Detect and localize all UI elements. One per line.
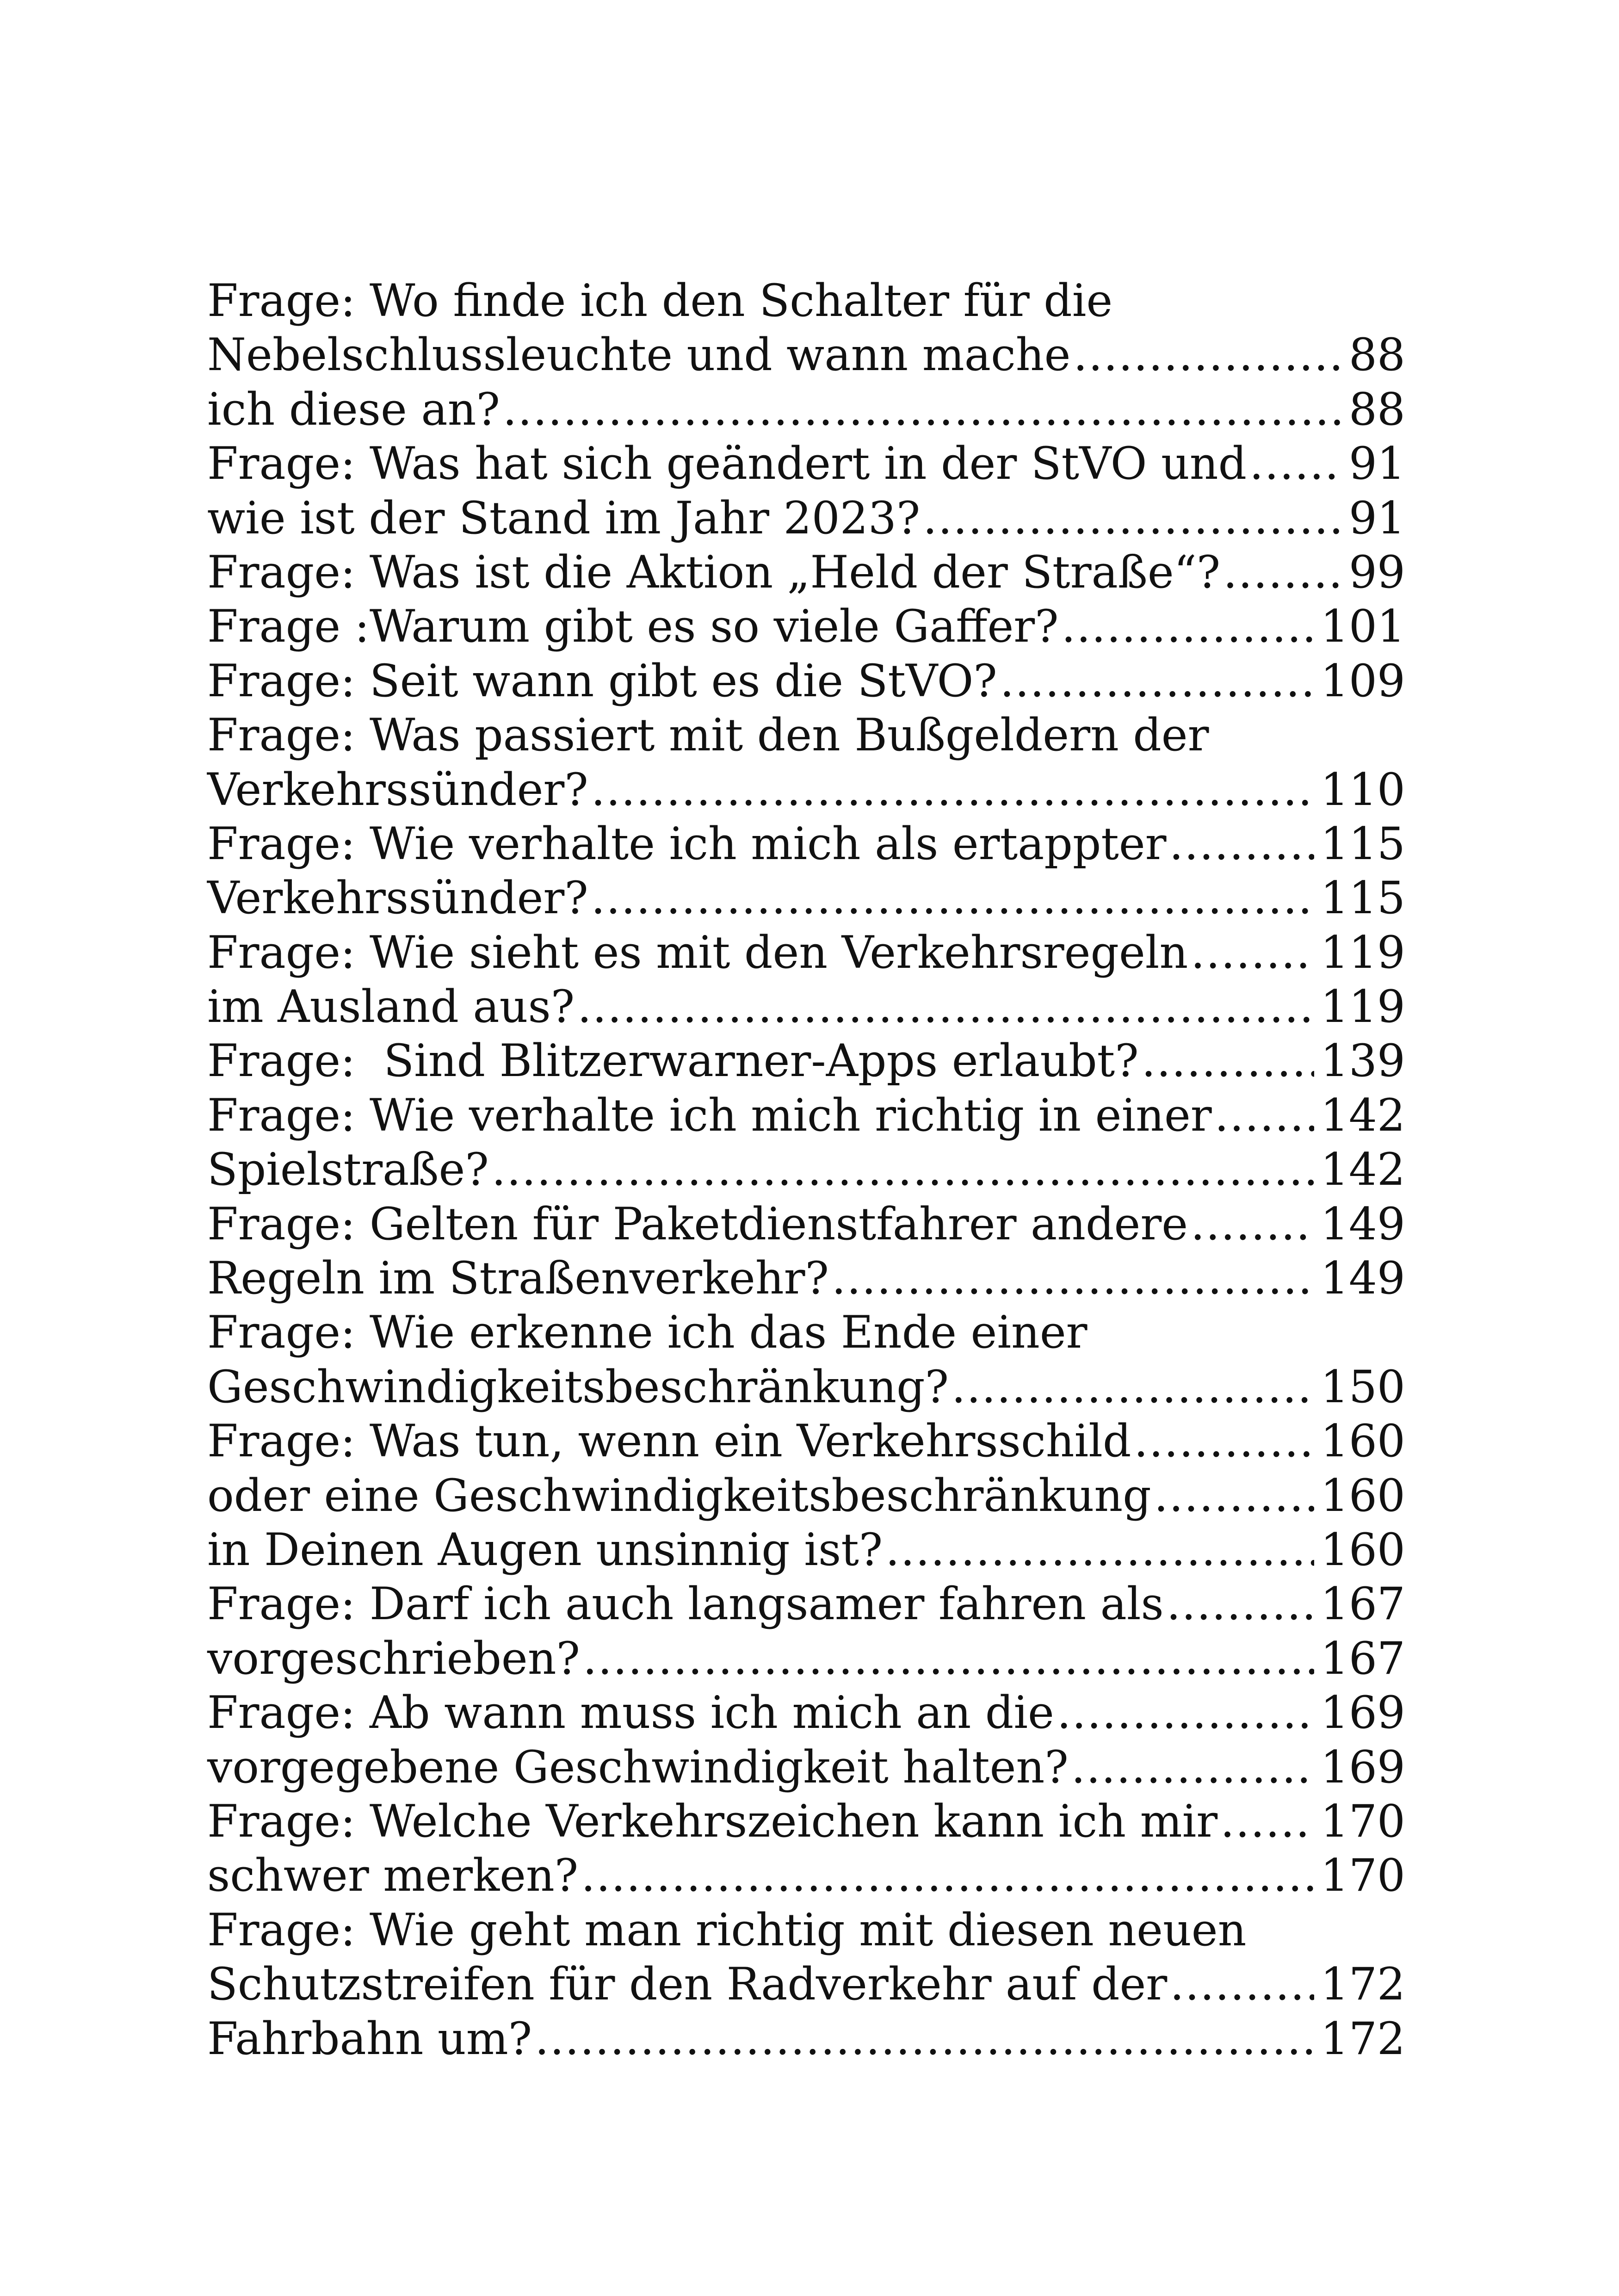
toc-entry[interactable]: [207, 1360, 1405, 1414]
dot-leader: [1191, 1197, 1314, 1251]
toc-entry[interactable]: [207, 1414, 1405, 1468]
toc-entry[interactable]: [207, 1523, 1405, 1577]
toc-entry[interactable]: [207, 1469, 1405, 1523]
toc-entry[interactable]: [207, 491, 1405, 545]
toc-entry-text: Nebelschlussleuchte und wann mache: [207, 329, 1071, 381]
toc-entry-text: Regeln im Straßenverkehr?: [207, 1252, 829, 1305]
toc-entry[interactable]: [207, 1306, 1405, 1360]
toc-entry[interactable]: [207, 1957, 1405, 2011]
dot-leader: [492, 1143, 1314, 1197]
toc-entry[interactable]: [207, 1251, 1405, 1306]
toc-entry[interactable]: [207, 1740, 1405, 1795]
toc-page-number: 160: [1320, 1523, 1405, 1576]
toc-page-number: 167: [1320, 1632, 1405, 1684]
toc-entry-text: Frage: Wie geht man richtig mit diesen neuen: [207, 1904, 1247, 1956]
toc-page-number: 119: [1320, 981, 1405, 1033]
dot-leader: [577, 980, 1314, 1034]
toc-entry[interactable]: [207, 926, 1405, 980]
toc-entry-text: Frage: Welche Verkehrszeichen kann ich mir: [207, 1795, 1218, 1847]
toc-entry[interactable]: [207, 274, 1405, 328]
toc-entry[interactable]: [207, 328, 1405, 382]
toc-page-number: 91: [1348, 492, 1405, 544]
toc-entry[interactable]: [207, 383, 1405, 437]
toc-entry-text: Schutzstreifen für den Radverkehr auf der: [207, 1958, 1168, 2011]
toc-page-number: 88: [1348, 329, 1405, 381]
toc-entry[interactable]: [207, 1197, 1405, 1251]
toc-page-number: 149: [1320, 1198, 1405, 1250]
dot-leader: [581, 1849, 1314, 1903]
toc-entry[interactable]: [207, 817, 1405, 871]
dot-leader: [1154, 1469, 1314, 1523]
toc-page-number: 115: [1320, 817, 1405, 870]
toc-entry[interactable]: [207, 1034, 1405, 1088]
toc-entry-text: Frage: Wo finde ich den Schalter für die: [207, 275, 1113, 327]
toc-entry-text: in Deinen Augen unsinnig ist?: [207, 1523, 883, 1576]
toc-page-number: 139: [1320, 1035, 1405, 1087]
toc-page-number: 101: [1320, 600, 1405, 653]
dot-leader: [1062, 600, 1314, 654]
toc-entry-text: Frage: Sind Blitzerwarner-Apps erlaubt?: [207, 1035, 1139, 1087]
dot-leader: [1073, 328, 1342, 382]
toc-page-number: 169: [1320, 1687, 1405, 1739]
toc-entry-text: vorgeschrieben?: [207, 1632, 581, 1684]
toc-entry-text: vorgegebene Geschwindigkeit halten?: [207, 1741, 1069, 1793]
toc-entry-text: Frage: Wie verhalte ich mich richtig in einer: [207, 1089, 1212, 1141]
toc-entry-text: Frage :Warum gibt es so viele Gaffer?: [207, 600, 1059, 653]
toc-entry-text: Frage: Was hat sich geändert in der StVO und: [207, 438, 1247, 490]
toc-page-number: 142: [1320, 1089, 1405, 1141]
toc-entry[interactable]: [207, 1849, 1405, 1903]
toc-entry[interactable]: [207, 980, 1405, 1034]
toc-entry-text: Frage: Was passiert mit den Bußgeldern der: [207, 709, 1209, 761]
dot-leader: [1071, 1740, 1314, 1795]
toc-page-number: 88: [1348, 383, 1405, 435]
dot-leader: [832, 1251, 1314, 1306]
toc-page-number: 150: [1320, 1361, 1405, 1413]
dot-leader: [1142, 1034, 1314, 1088]
toc-entry-text: Spielstraße?: [207, 1144, 489, 1196]
toc-page-number: 110: [1320, 763, 1405, 816]
dot-leader: [1134, 1414, 1314, 1468]
toc-entry-text: Frage: Wie erkenne ich das Ende einer: [207, 1306, 1088, 1359]
toc-entry[interactable]: [207, 1089, 1405, 1143]
toc-entry-text: Frage: Wie verhalte ich mich als ertappter: [207, 817, 1167, 870]
dot-leader: [583, 1632, 1314, 1686]
dot-leader: [1249, 437, 1342, 491]
toc-entry-text: Frage: Was ist die Aktion „Held der Straße“?: [207, 546, 1221, 598]
table-of-contents: [207, 274, 1405, 2066]
dot-leader: [1170, 1957, 1314, 2011]
dot-leader: [1000, 654, 1314, 708]
toc-entry-text: Frage: Was tun, wenn ein Verkehrsschild: [207, 1415, 1131, 1467]
toc-entry-text: Frage: Seit wann gibt es die StVO?: [207, 655, 997, 707]
toc-entry-text: Verkehrssünder?: [207, 872, 588, 924]
toc-entry[interactable]: [207, 1686, 1405, 1740]
toc-entry-text: Verkehrssünder?: [207, 763, 588, 816]
toc-entry[interactable]: [207, 600, 1405, 654]
dot-leader: [1191, 926, 1314, 980]
dot-leader: [1223, 545, 1342, 600]
toc-entry-text: schwer merken?: [207, 1850, 579, 1902]
toc-entry[interactable]: [207, 871, 1405, 925]
toc-page-number: 119: [1320, 926, 1405, 978]
toc-entry-text: Frage: Wie sieht es mit den Verkehrsregeln: [207, 926, 1188, 978]
toc-page-number: 115: [1320, 872, 1405, 924]
toc-entry[interactable]: [207, 654, 1405, 708]
dot-leader: [1220, 1795, 1314, 1849]
toc-page-number: 170: [1320, 1850, 1405, 1902]
toc-entry-text: im Ausland aus?: [207, 981, 575, 1033]
toc-entry-text: wie ist der Stand im Jahr 2023?: [207, 492, 921, 544]
toc-entry[interactable]: [207, 545, 1405, 600]
toc-entry[interactable]: [207, 1577, 1405, 1631]
toc-page-number: 172: [1320, 2012, 1405, 2065]
toc-page-number: 167: [1320, 1578, 1405, 1630]
dot-leader: [1167, 1577, 1314, 1631]
toc-entry[interactable]: [207, 437, 1405, 491]
toc-entry[interactable]: [207, 2012, 1405, 2066]
toc-entry[interactable]: [207, 1632, 1405, 1686]
toc-page-number: 142: [1320, 1144, 1405, 1196]
dot-leader: [591, 763, 1314, 817]
dot-leader: [1169, 817, 1314, 871]
toc-entry-text: Frage: Ab wann muss ich mich an die: [207, 1687, 1054, 1739]
toc-page-number: 172: [1320, 1958, 1405, 2011]
dot-leader: [535, 2012, 1314, 2066]
toc-page-number: 170: [1320, 1795, 1405, 1847]
toc-page-number: 99: [1348, 546, 1405, 598]
toc-entry[interactable]: [207, 1143, 1405, 1197]
dot-leader: [1057, 1686, 1314, 1740]
dot-leader: [1215, 1089, 1314, 1143]
toc-page-number: 149: [1320, 1252, 1405, 1305]
toc-entry[interactable]: [207, 708, 1405, 762]
toc-page-number: 160: [1320, 1469, 1405, 1522]
dot-leader: [503, 383, 1342, 437]
toc-entry-text: Frage: Darf ich auch langsamer fahren als: [207, 1578, 1164, 1630]
toc-page-number: 91: [1348, 438, 1405, 490]
dot-leader: [591, 871, 1314, 925]
dot-leader: [885, 1523, 1314, 1577]
toc-entry-text: ich diese an?: [207, 383, 500, 435]
toc-entry-text: oder eine Geschwindigkeitsbeschränkung: [207, 1469, 1151, 1522]
toc-entry[interactable]: [207, 1795, 1405, 1849]
toc-entry-text: Geschwindigkeitsbeschränkung?: [207, 1361, 949, 1413]
toc-entry[interactable]: [207, 763, 1405, 817]
dot-leader: [923, 491, 1342, 545]
dot-leader: [952, 1360, 1314, 1414]
toc-entry-text: Frage: Gelten für Paketdienstfahrer andere: [207, 1198, 1188, 1250]
toc-entry-text: Fahrbahn um?: [207, 2012, 532, 2065]
toc-page-number: 109: [1320, 655, 1405, 707]
toc-page-number: 160: [1320, 1415, 1405, 1467]
toc-page-number: 169: [1320, 1741, 1405, 1793]
toc-entry[interactable]: [207, 1903, 1405, 1957]
